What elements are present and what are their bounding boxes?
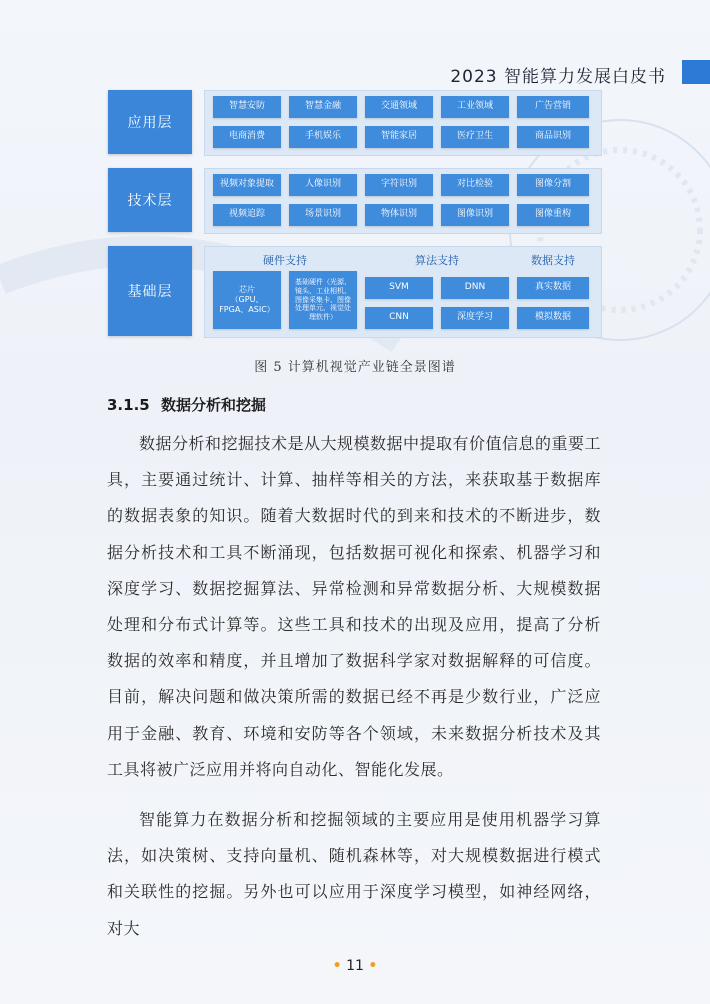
application-item: 手机娱乐 — [289, 126, 357, 148]
chip-item: 芯片 （GPU、 FPGA、ASIC） — [213, 271, 281, 329]
layer-label-foundation: 基础层 — [108, 246, 192, 336]
application-item: 工业领域 — [441, 96, 509, 118]
technology-item: 视频对象提取 — [213, 174, 281, 196]
technology-item: 人像识别 — [289, 174, 357, 196]
application-item: 电商消费 — [213, 126, 281, 148]
technology-item: 图像分割 — [517, 174, 589, 196]
application-item: 商品识别 — [517, 126, 589, 148]
application-item: 交通领域 — [365, 96, 433, 118]
layer-label-technology: 技术层 — [108, 168, 192, 232]
technology-item: 字符识别 — [365, 174, 433, 196]
technology-layer-panel — [204, 168, 602, 234]
page-dot-right: • — [368, 958, 378, 974]
layer-label-application: 应用层 — [108, 90, 192, 154]
data-support-head: 数据支持 — [531, 254, 575, 267]
page-number — [0, 958, 710, 974]
page-dot-left: • — [332, 958, 342, 974]
paragraph: 数据分析和挖掘技术是从大规模数据中提取有价值信息的重要工具，主要通过统计、计算、抽样等相关的方法，来获取基于数据库的数据表象的知识。随着大数据时代的到来和技术的不断进步，数据分析技术和工具不断涌现，包括数据可视化和探索、机器学习和深度学习、数据挖掘算法、异常检测和异常数据分析、大规模数据处理和分布式计算等。这些工具和技术的出现及应用，提高了分析数据的效率和精度，并且增加了数据科学家对数据解释的可信度。目前，解决问题和做决策所需的数据已经不再是少数行业，广泛应用于金融、教育、环境和安防等各个领域，未来数据分析技术及其工具将被广泛应用并将向自动化、智能化发展。 — [107, 434, 602, 779]
application-item: 智慧安防 — [213, 96, 281, 118]
algorithm-item: CNN — [365, 307, 433, 329]
algorithm-support-head: 算法支持 — [415, 254, 459, 267]
figure-caption: 图 5 计算机视觉产业链全景图谱 — [254, 360, 456, 375]
technology-item: 图像重构 — [517, 204, 589, 226]
application-item: 智能家居 — [365, 126, 433, 148]
application-item: 广告营销 — [517, 96, 589, 118]
header-accent-bar — [682, 60, 710, 84]
technology-item: 对比检验 — [441, 174, 509, 196]
basic-hardware-item: 基础硬件（光源、 镜头、工业相机、 图像采集卡、图像 处理单元、视觉处 理软件） — [289, 271, 357, 329]
technology-item: 物体识别 — [365, 204, 433, 226]
application-layer-panel — [204, 90, 602, 156]
technology-item: 场景识别 — [289, 204, 357, 226]
section-number: 3.1.5 — [107, 396, 150, 414]
data-item: 真实数据 — [517, 277, 589, 299]
data-item: 模拟数据 — [517, 307, 589, 329]
page-number-value: 11 — [346, 958, 364, 974]
industry-chain-diagram — [108, 90, 608, 338]
application-item: 医疗卫生 — [441, 126, 509, 148]
algorithm-item: 深度学习 — [441, 307, 509, 329]
algorithm-item: SVM — [365, 277, 433, 299]
algorithm-item: DNN — [441, 277, 509, 299]
technology-item: 视频追踪 — [213, 204, 281, 226]
header-title: 2023 智能算力发展白皮书 — [450, 67, 666, 87]
section-heading — [107, 394, 266, 415]
application-item: 智慧金融 — [289, 96, 357, 118]
paragraph: 智能算力在数据分析和挖掘领域的主要应用是使用机器学习算法，如决策树、支持向量机、随机森林等，对大规模数据进行模式和关联性的挖掘。另外也可以应用于深度学习模型，如神经网络，对大 — [107, 810, 601, 938]
foundation-layer-panel — [204, 246, 602, 338]
technology-item: 图像识别 — [441, 204, 509, 226]
section-title: 数据分析和挖掘 — [160, 396, 266, 414]
hardware-support-head: 硬件支持 — [263, 254, 307, 267]
